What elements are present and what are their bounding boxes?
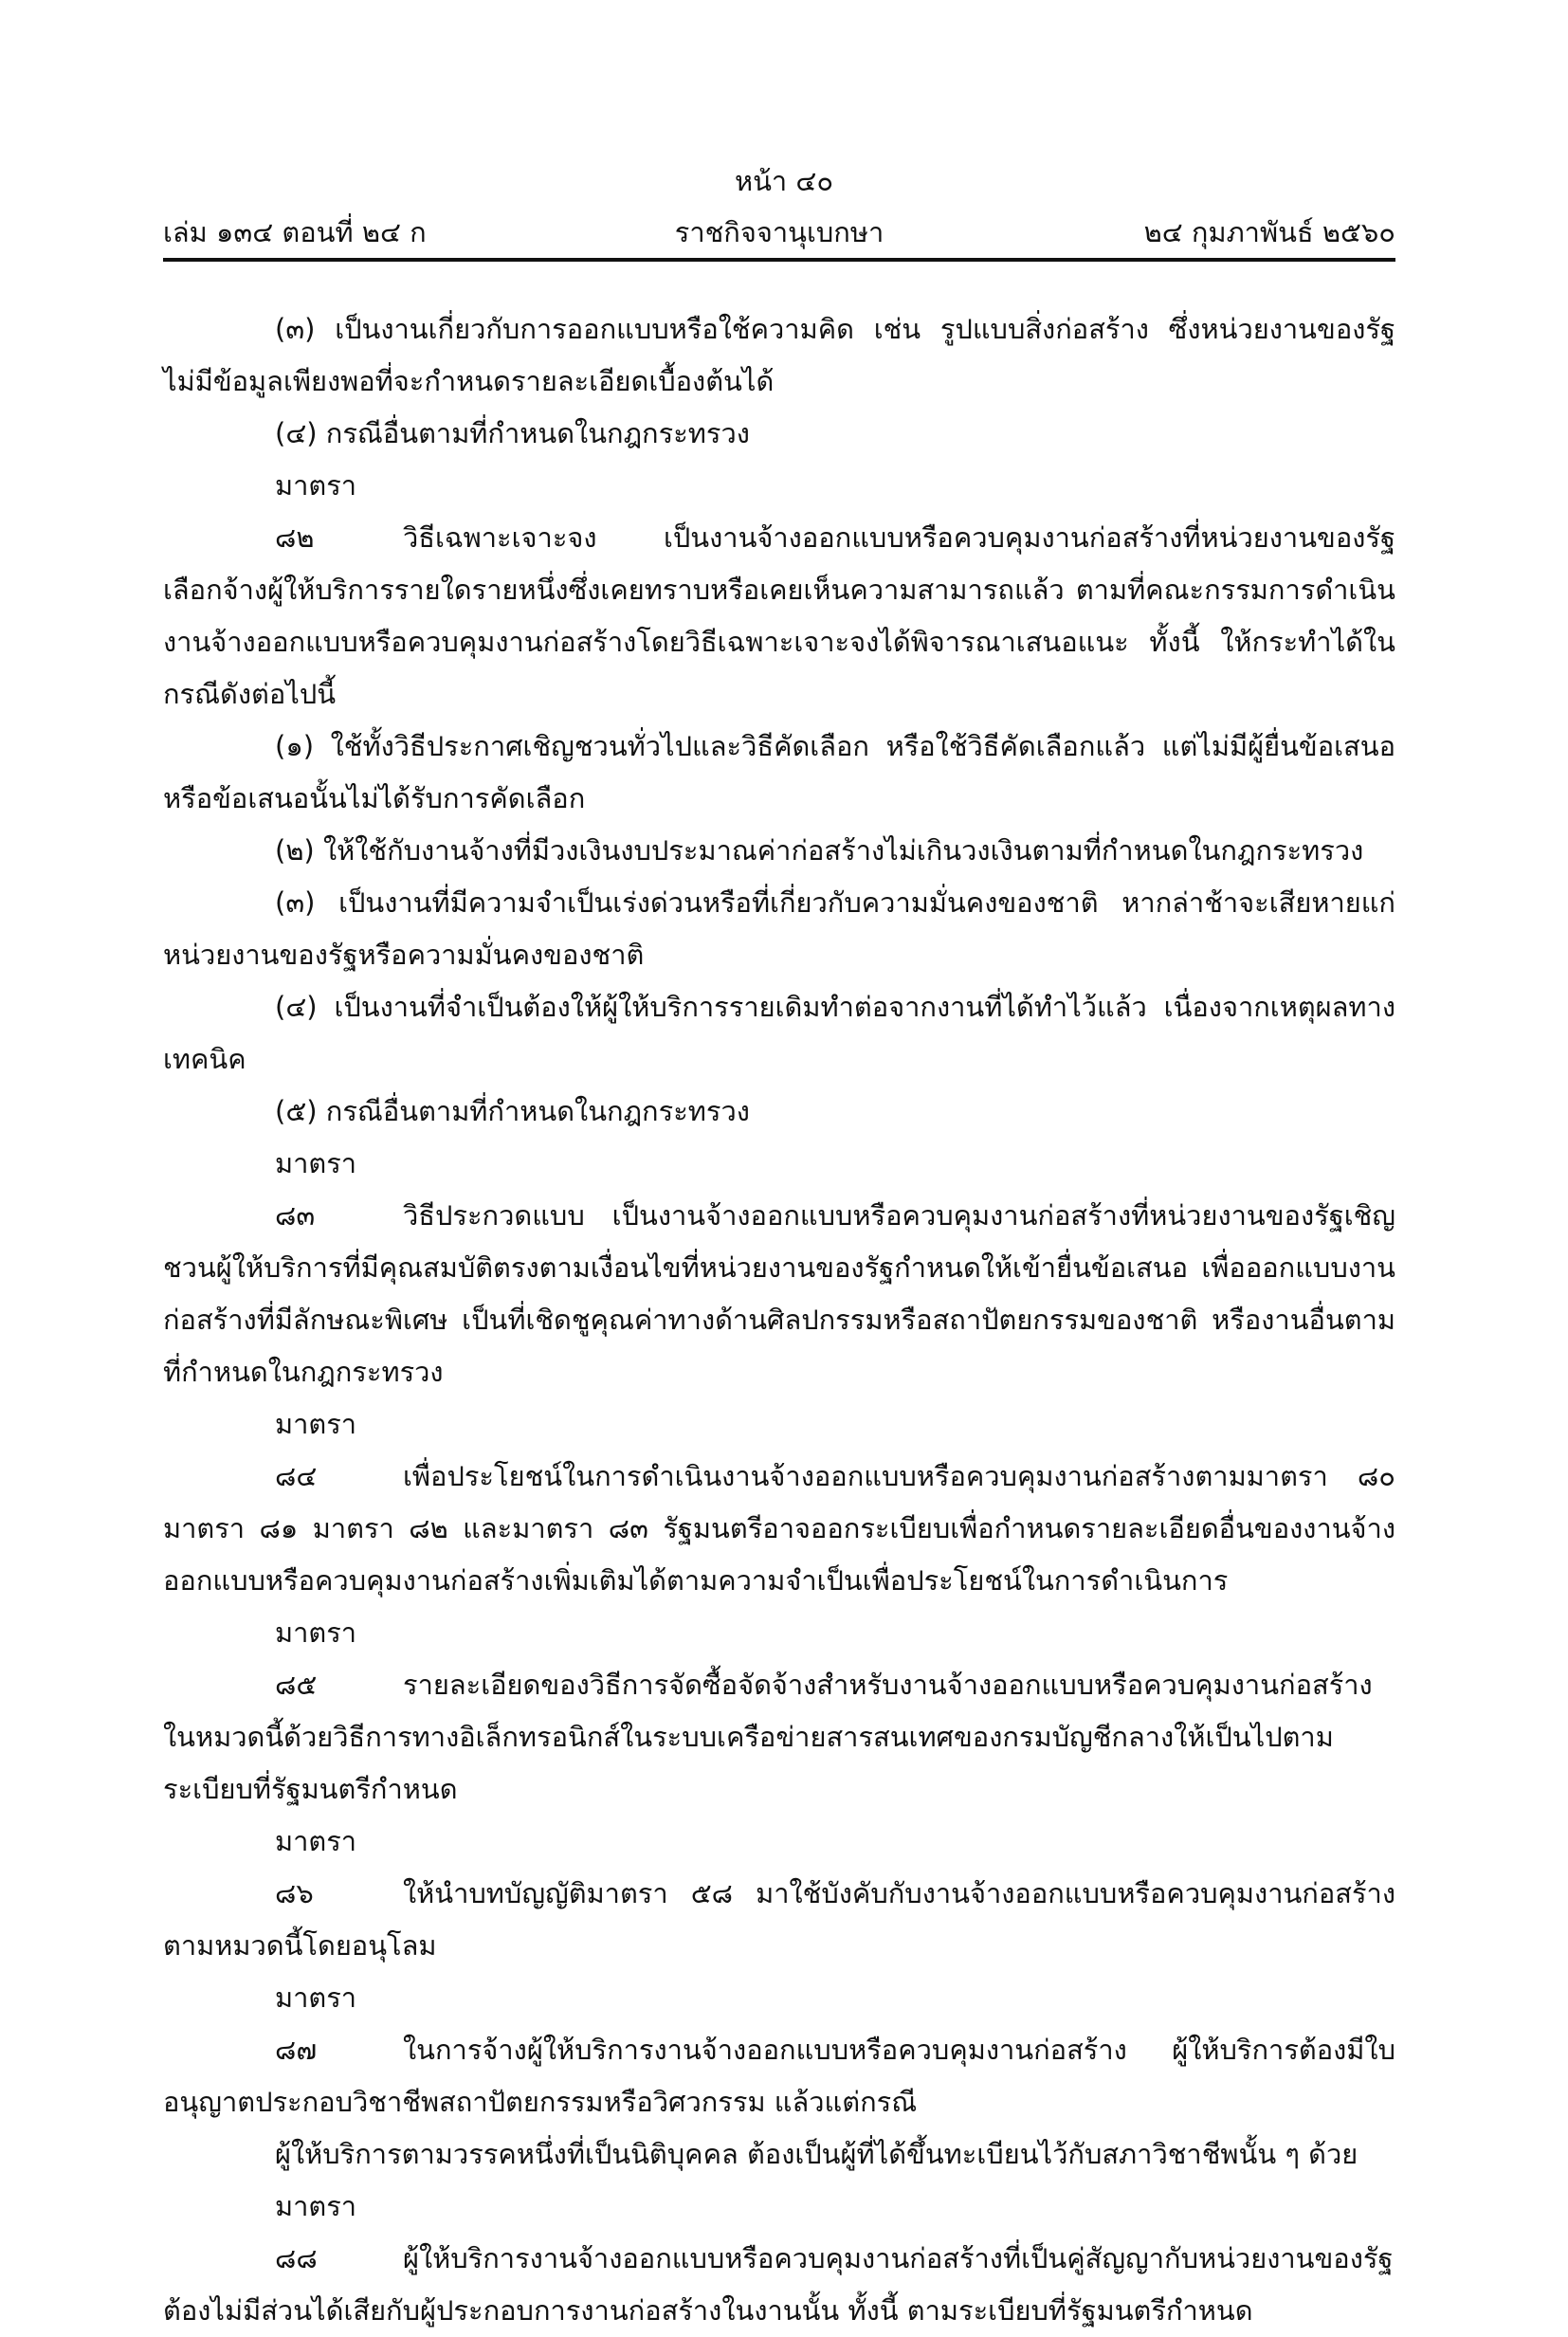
section-number: มาตรา ๘๗ bbox=[275, 1981, 357, 2066]
document-body bbox=[163, 303, 1395, 2337]
section-number: มาตรา ๘๖ bbox=[275, 1825, 357, 1909]
paragraph bbox=[163, 408, 1395, 460]
paragraph-text: (๓) เป็นงานเกี่ยวกับการออกแบบหรือใช้ความคิด เช่น รูปแบบสิ่งก่อสร้าง ซึ่งหน่วยงานของรัฐไม่มีข้อมูลเพียงพอที่จะกำหนดรายละเอียดเบื้องต้นได้ bbox=[163, 313, 1395, 397]
paragraph-text: (๓) เป็นงานที่มีความจำเป็นเร่งด่วนหรือที่เกี่ยวกับความมั่นคงของชาติ หากล่าช้าจะเสียหายแก่หน่วยงานของรัฐหรือความมั่นคงของชาติ bbox=[163, 886, 1395, 971]
paragraph-text: ผู้ให้บริการตามวรรคหนึ่งที่เป็นนิติบุคคล ต้องเป็นผู้ที่ได้ขึ้นทะเบียนไว้กับสภาวิชาชีพนั้น ๆ ด้วย bbox=[275, 2138, 1358, 2170]
paragraph bbox=[163, 981, 1395, 1086]
paragraph-text: (๒) ให้ใช้กับงานจ้างที่มีวงเงินงบประมาณค่าก่อสร้างไม่เกินวงเงินตามที่กำหนดในกฎกระทรวง bbox=[275, 834, 1364, 867]
section-paragraph bbox=[163, 1607, 1395, 1816]
paragraph bbox=[163, 303, 1395, 408]
paragraph-text: วิธีเฉพาะเจาะจง เป็นงานจ้างออกแบบหรือควบคุมงานก่อสร้างที่หน่วยงานของรัฐเลือกจ้างผู้ให้บริการรายใดรายหนึ่งซึ่งเคยทราบหรือเคยเห็นความสามารถแล้ว ตามที่คณะกรรมการดำเนินงานจ้างออกแบบหรือควบคุมงานก่อสร้างโดยวิธีเฉพาะเจาะจงได้พิจารณาเสนอแนะ ทั้งนี้ ให้กระทำได้ในกรณีดังต่อไปนี้ bbox=[163, 521, 1395, 710]
running-head bbox=[163, 210, 1395, 248]
paragraph-text: รายละเอียดของวิธีการจัดซื้อจัดจ้างสำหรับงานจ้างออกแบบหรือควบคุมงานก่อสร้างในหมวดนี้ด้วยวิธีการทางอิเล็กทรอนิกส์ในระบบเครือข่ายสารสนเทศของกรมบัญชีกลางให้เป็นไปตามระเบียบที่รัฐมนตรีกำหนด bbox=[163, 1669, 1373, 1805]
section-paragraph bbox=[163, 1398, 1395, 1607]
section-paragraph bbox=[163, 1816, 1395, 1972]
gazette-title: ราชกิจจานุเบกษา bbox=[674, 216, 884, 248]
paragraph-text: (๑) ใช้ทั้งวิธีประกาศเชิญชวนทั่วไปและวิธีคัดเลือก หรือใช้วิธีคัดเลือกแล้ว แต่ไม่มีผู้ยื่นข้อเสนอหรือข้อเสนอนั้นไม่ได้รับการคัดเลือก bbox=[163, 730, 1395, 814]
page-number: หน้า ๔๐ bbox=[734, 165, 834, 197]
paragraph bbox=[163, 721, 1395, 825]
section-paragraph bbox=[163, 2181, 1395, 2337]
section-paragraph bbox=[163, 460, 1395, 721]
paragraph bbox=[163, 1086, 1395, 1138]
section-number: มาตรา ๘๒ bbox=[275, 469, 357, 554]
paragraph bbox=[163, 825, 1395, 877]
paragraph-text: ให้นำบทบัญญัติมาตรา ๕๘ มาใช้บังคับกับงานจ้างออกแบบหรือควบคุมงานก่อสร้างตามหมวดนี้โดยอนุโลม bbox=[163, 1877, 1395, 1962]
section-number: มาตรา ๘๓ bbox=[275, 1147, 357, 1232]
header-divider bbox=[163, 258, 1395, 262]
paragraph bbox=[163, 2128, 1395, 2181]
volume-issue: เล่ม ๑๓๔ ตอนที่ ๒๔ ก bbox=[163, 216, 427, 248]
publication-date: ๒๔ กุมภาพันธ์ ๒๕๖๐ bbox=[1143, 216, 1395, 248]
paragraph bbox=[163, 877, 1395, 981]
paragraph-text: เพื่อประโยชน์ในการดำเนินงานจ้างออกแบบหรือควบคุมงานก่อสร้างตามมาตรา ๘๐ มาตรา ๘๑ มาตรา ๘๒ และมาตรา ๘๓ รัฐมนตรีอาจออกระเบียบเพื่อกำหนดรายละเอียดอื่นของงานจ้างออกแบบหรือควบคุมงานก่อสร้างเพิ่มเติมได้ตามความจำเป็นเพื่อประโยชน์ในการดำเนินการ bbox=[163, 1460, 1395, 1597]
paragraph-text: (๕) กรณีอื่นตามที่กำหนดในกฎกระทรวง bbox=[275, 1095, 750, 1127]
section-paragraph bbox=[163, 1972, 1395, 2128]
paragraph-text: วิธีประกวดแบบ เป็นงานจ้างออกแบบหรือควบคุมงานก่อสร้างที่หน่วยงานของรัฐเชิญชวนผู้ให้บริการที่มีคุณสมบัติตรงตามเงื่อนไขที่หน่วยงานของรัฐกำหนดให้เข้ายื่นข้อเสนอ เพื่อออกแบบงานก่อสร้างที่มีลักษณะพิเศษ เป็นที่เชิดชูคุณค่าทางด้านศิลปกรรมหรือสถาปัตยกรรมของชาติ หรืองานอื่นตามที่กำหนดในกฎกระทรวง bbox=[163, 1199, 1395, 1388]
section-number: มาตรา ๘๕ bbox=[275, 1616, 357, 1701]
paragraph-text: (๔) กรณีอื่นตามที่กำหนดในกฎกระทรวง bbox=[275, 417, 750, 449]
paragraph-text: (๔) เป็นงานที่จำเป็นต้องให้ผู้ให้บริการรายเดิมทำต่อจากงานที่ได้ทำไว้แล้ว เนื่องจากเหตุผลทางเทคนิค bbox=[163, 991, 1395, 1075]
section-number: มาตรา ๘๘ bbox=[275, 2190, 357, 2274]
paragraph-text: ในการจ้างผู้ให้บริการงานจ้างออกแบบหรือควบคุมงานก่อสร้าง ผู้ให้บริการต้องมีใบอนุญาตประกอบวิชาชีพสถาปัตยกรรมหรือวิศวกรรม แล้วแต่กรณี bbox=[163, 2034, 1395, 2118]
paragraph-text: ผู้ให้บริการงานจ้างออกแบบหรือควบคุมงานก่อสร้างที่เป็นคู่สัญญากับหน่วยงานของรัฐต้องไม่มีส่วนได้เสียกับผู้ประกอบการงานก่อสร้างในงานนั้น ทั้งนี้ ตามระเบียบที่รัฐมนตรีกำหนด bbox=[163, 2242, 1394, 2327]
section-number: มาตรา ๘๔ bbox=[275, 1408, 357, 1492]
section-paragraph bbox=[163, 1138, 1395, 1398]
